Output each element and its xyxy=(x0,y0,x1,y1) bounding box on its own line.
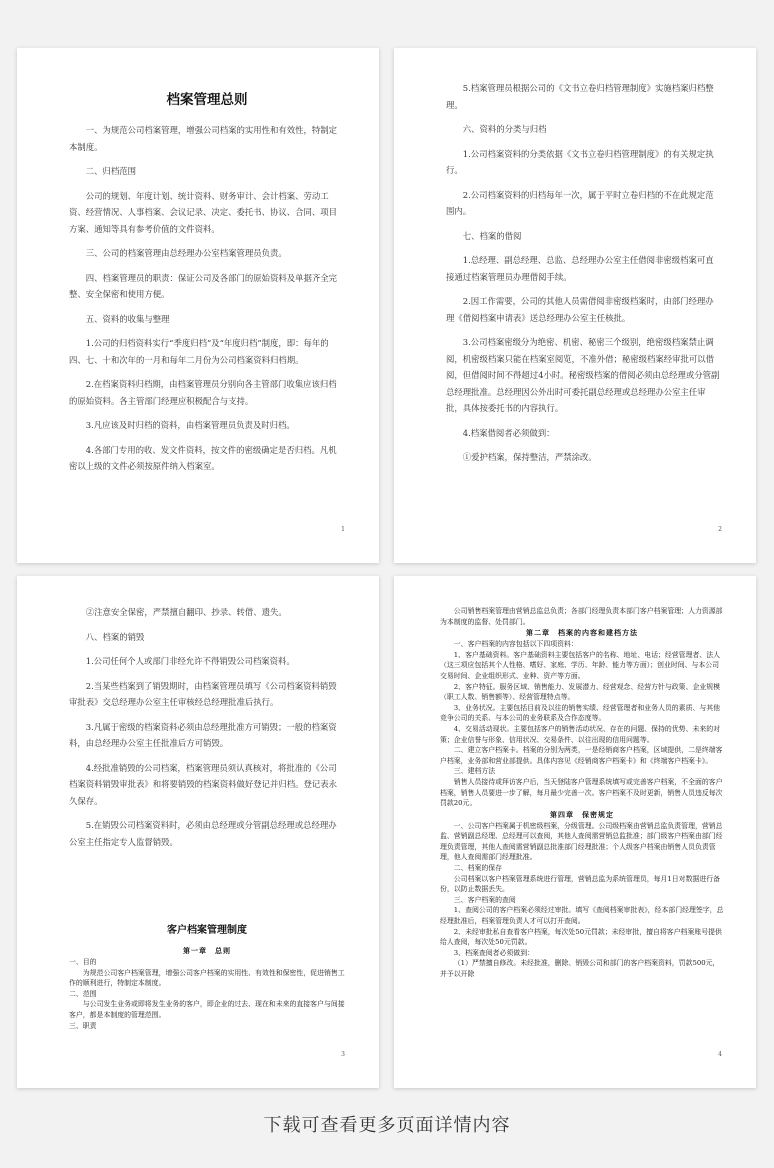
p3-lower-line: 一、目的 xyxy=(69,958,97,966)
page-number: 3 xyxy=(341,1051,345,1058)
p2-paragraph: ①爱护档案，保持整洁，严禁涂改。 xyxy=(462,452,597,462)
p2-paragraph: 六、资料的分类与归档 xyxy=(462,124,547,134)
p2-paragraph: 4.档案借阅者必须做到： xyxy=(462,427,555,438)
p1-paragraph: 一、为规范公司档案管理，增强公司档案的实用性和有效性，特制定本制度。 xyxy=(69,125,338,152)
page-3-content xyxy=(69,604,345,858)
p4-paragraph: 公司销售档案管理由营销总监总负责；各部门经理负责本部门客户档案管理；人力资源部为本制度的监督、处罚部门。 xyxy=(440,607,723,626)
p4-paragraph: 1、客户基础资料。客户基础资料主要包括客户的名称、地址、电话；经营管理者、法人（这三项应包括其个人性格、嗜好、家庭、学历、年龄、能力等方面）；创业时间、与本公司交易时间、企业组织形式、业种、资产等方面。 xyxy=(440,650,721,680)
document-page-1 xyxy=(17,48,379,563)
download-more-caption: 下载可查看更多页面详情内容 xyxy=(263,1115,511,1136)
p3-lower-line: 与公司发生业务或即将发生业务的客户，即企业的过去、现在和未来的直接客户与间接客户，都是本制度的管理范围。 xyxy=(69,1000,345,1019)
p4-paragraph: 二、档案的保存 xyxy=(453,864,503,873)
page-3-lower-section xyxy=(69,921,345,1031)
p2-paragraph: 3.公司档案密级分为绝密、机密、秘密三个级别，绝密级档案禁止调阅，机密级档案只能在档案室阅览，不准外借；秘密级档案经审批可以借阅，但借阅时间不得超过4小时。秘密级档案的借阅必须由总经理或分管副总经理批准。总经理因公外出时可委托副总经理或总经理办公室主任审批，具体按委托书的内容执行。 xyxy=(446,337,720,413)
p4-paragraph: 一、公司客户档案属于机密级档案，分级管理。公司级档案由营销总监负责管理，营销总监、营销副总经理、总经理可以查阅，其他人查阅需营销总监批准；部门级客户档案由部门经理负责管理，其他人查阅需营销副总批准部门经理批准；个人级客户档案由销售人员负责管理，他人查阅需部门经理批准。 xyxy=(440,821,723,862)
p1-paragraph: 四、档案管理员的职责：保证公司及各部门的原始资料及单据齐全完整、安全保密和使用方便。 xyxy=(69,272,338,299)
p4-paragraph: 一、客户档案的内容包括以下四项资料： xyxy=(453,640,578,649)
page-4-content xyxy=(440,606,724,980)
p3-paragraph: 八、档案的销毁 xyxy=(85,631,145,642)
p4-paragraph: 1、查阅公司的客户档案必须经过审批。填写《查阅档案审批表》，经本部门经理签字，总经理批准后，档案管理负责人才可以打开查阅。 xyxy=(440,906,724,926)
p1-paragraph: 2.在档案资料归档期，由档案管理员分别向各主管部门收集应该归档的原始资料。各主管部门经理应积极配合与支持。 xyxy=(69,379,337,406)
p3-paragraph: 3.凡属于密级的档案资料必须由总经理批准方可销毁；一般的档案资料，由总经理办公室主任批准后方可销毁。 xyxy=(69,721,337,748)
page-3-lower-lines xyxy=(69,957,345,1031)
p1-paragraph: 五、资料的收集与整理 xyxy=(85,313,170,324)
p4-paragraph: 二、建立客户档案卡。档案的分别为两类，一是经销商客户档案，区域提供，二是终端客户档案，业务部和营业部提供。具体内容见《经销商客户档案卡》和《终端客户档案卡》。 xyxy=(440,746,723,765)
page-number: 2 xyxy=(718,526,722,533)
document-page-3 xyxy=(17,576,379,1088)
p3-paragraph: 2.当某些档案到了销毁期时，由档案管理员填写《公司档案资料销毁审批表》交总经理办公室主任审核经总经理批准后执行。 xyxy=(69,680,337,707)
p4-paragraph: 三、客户档案的查阅 xyxy=(453,895,516,904)
chapter-heading: 第二章 档案的内容和建档方法 xyxy=(526,628,638,638)
document-page-4 xyxy=(394,576,756,1088)
page-1-content xyxy=(69,80,345,483)
p2-paragraph: 2.因工作需要，公司的其他人员需借阅非密级档案时，由部门经理办理《借阅档案申请表》送总经理办公室主任核批。 xyxy=(446,296,714,323)
p3-lower-line: 二、范围 xyxy=(69,989,97,998)
p3-paragraph: 5.在销毁公司档案资料时，必须由总经理或分管副总经理或总经理办公室主任指定专人监督销毁。 xyxy=(69,820,337,847)
page-2-content xyxy=(446,80,722,474)
p4-paragraph: 3、档案查阅者必须做到： xyxy=(453,948,534,957)
p1-paragraph: 公司的规划、年度计划、统计资料、财务审计、会计档案、劳动工资、经营情况、人事档案、会议记录、决定、委托书、协议、合同、项目方案、通知等具有参考价值的文件资料。 xyxy=(69,190,337,234)
page-1-title: 档案管理总则 xyxy=(166,92,248,108)
p1-paragraph: 3.凡应该及时归档的资料，由档案管理员负责及时归档。 xyxy=(85,420,295,430)
p1-paragraph: 4.各部门专用的收、发文件资料，按文件的密级确定是否归档。凡机密以上级的文件必须按原件纳入档案室。 xyxy=(69,444,337,471)
chapter-heading: 第一章 总则 xyxy=(183,946,231,955)
p1-paragraph: 1.公司的归档资料实行“季度归档”及“年度归档”制度，即：每年的四、七、十和次年的一月和每年二月份为公司档案资料归档期。 xyxy=(69,338,329,365)
p4-paragraph: 销售人员接待或拜访客户后，当天登陆客户管理系统填写或完善客户档案，不全面的客户档案，销售人员要进一步了解，每月最少完善一次。客户档案不及时更新，销售人员违反每次罚款20元。 xyxy=(440,777,723,808)
p2-paragraph: 2.公司档案资料的归档每年一次，属于平时立卷归档的不在此规定范围内。 xyxy=(446,189,714,216)
p1-paragraph: 二、归档范围 xyxy=(85,166,137,176)
document-page-2 xyxy=(394,48,756,563)
p4-paragraph: 公司档案以客户档案管理系统进行管理，营销总监为系统管理员，每月1日对数据进行备份，以防止数据丢失。 xyxy=(440,874,721,894)
p4-paragraph: （1）严禁擅自修改。未经批准，删除、销毁公司和部门的客户档案资料，罚款500元，并予以开除 xyxy=(440,959,720,978)
p1-paragraph: 三、公司的档案管理由总经理办公室档案管理员负责。 xyxy=(85,248,287,258)
p3-lower-line: 为规范公司客户档案管理，增强公司客户档案的实用性、有效性和保密性，促进销售工作的顺利进行，特制定本制度。 xyxy=(69,968,345,988)
p3-paragraph: 4.经批准销毁的公司档案，档案管理员须认真核对，将批准的《公司档案资料销毁审批表》和将要销毁的档案资料做好登记并归档。登记表永久保存。 xyxy=(69,762,337,806)
p4-paragraph: 2、未经审批私自查看客户档案，每次处50元罚款；未经审批，擅自将客户档案账号提供给人查阅，每次处50元罚款。 xyxy=(440,927,722,947)
p4-paragraph: 三、建档方法 xyxy=(453,767,496,776)
page-3-subtitle: 客户档案管理制度 xyxy=(167,925,247,936)
page-number: 1 xyxy=(341,526,345,533)
p4-paragraph: 4、交易活动现状。主要包括客户的销售活动状况、存在的问题、保持的优势、未来的对策；企业信誉与形象、信用状况、交易条件、以往出现的信用问题等。 xyxy=(440,724,721,744)
p3-paragraph: ②注意安全保密，严禁擅自翻印、抄录、转借、遗失。 xyxy=(85,607,287,617)
p3-paragraph: 1.公司任何个人或部门非经允许不得销毁公司档案资料。 xyxy=(85,656,295,666)
p4-paragraph: 3、业务状况。主要包括目前及以往的销售实绩、经营管理者和业务人员的素质、与其他竞争公司的关系、与本公司的业务联系及合作态度等。 xyxy=(440,703,721,723)
page-number: 4 xyxy=(718,1051,722,1058)
chapter-heading: 第四章 保密规定 xyxy=(550,809,614,819)
p2-paragraph: 1.总经理、副总经理、总监、总经理办公室主任借阅非密级档案可直接通过档案管理员办理借阅手续。 xyxy=(446,255,714,282)
p2-paragraph: 1.公司档案资料的分类依据《文书立卷归档管理制度》的有关规定执行。 xyxy=(446,148,714,175)
p2-paragraph: 七、档案的借阅 xyxy=(462,230,522,241)
p3-lower-line: 三、职责 xyxy=(69,1021,97,1030)
p2-paragraph: 5.档案管理员根据公司的《文书立卷归档管理制度》实施档案归档整理。 xyxy=(446,83,714,110)
p4-paragraph: 2、客户特征。服务区域、销售能力、发展潜力、经营观念、经营方针与政策、企业规模（职工人数、销售额等）、经营管理特点等。 xyxy=(440,682,721,702)
